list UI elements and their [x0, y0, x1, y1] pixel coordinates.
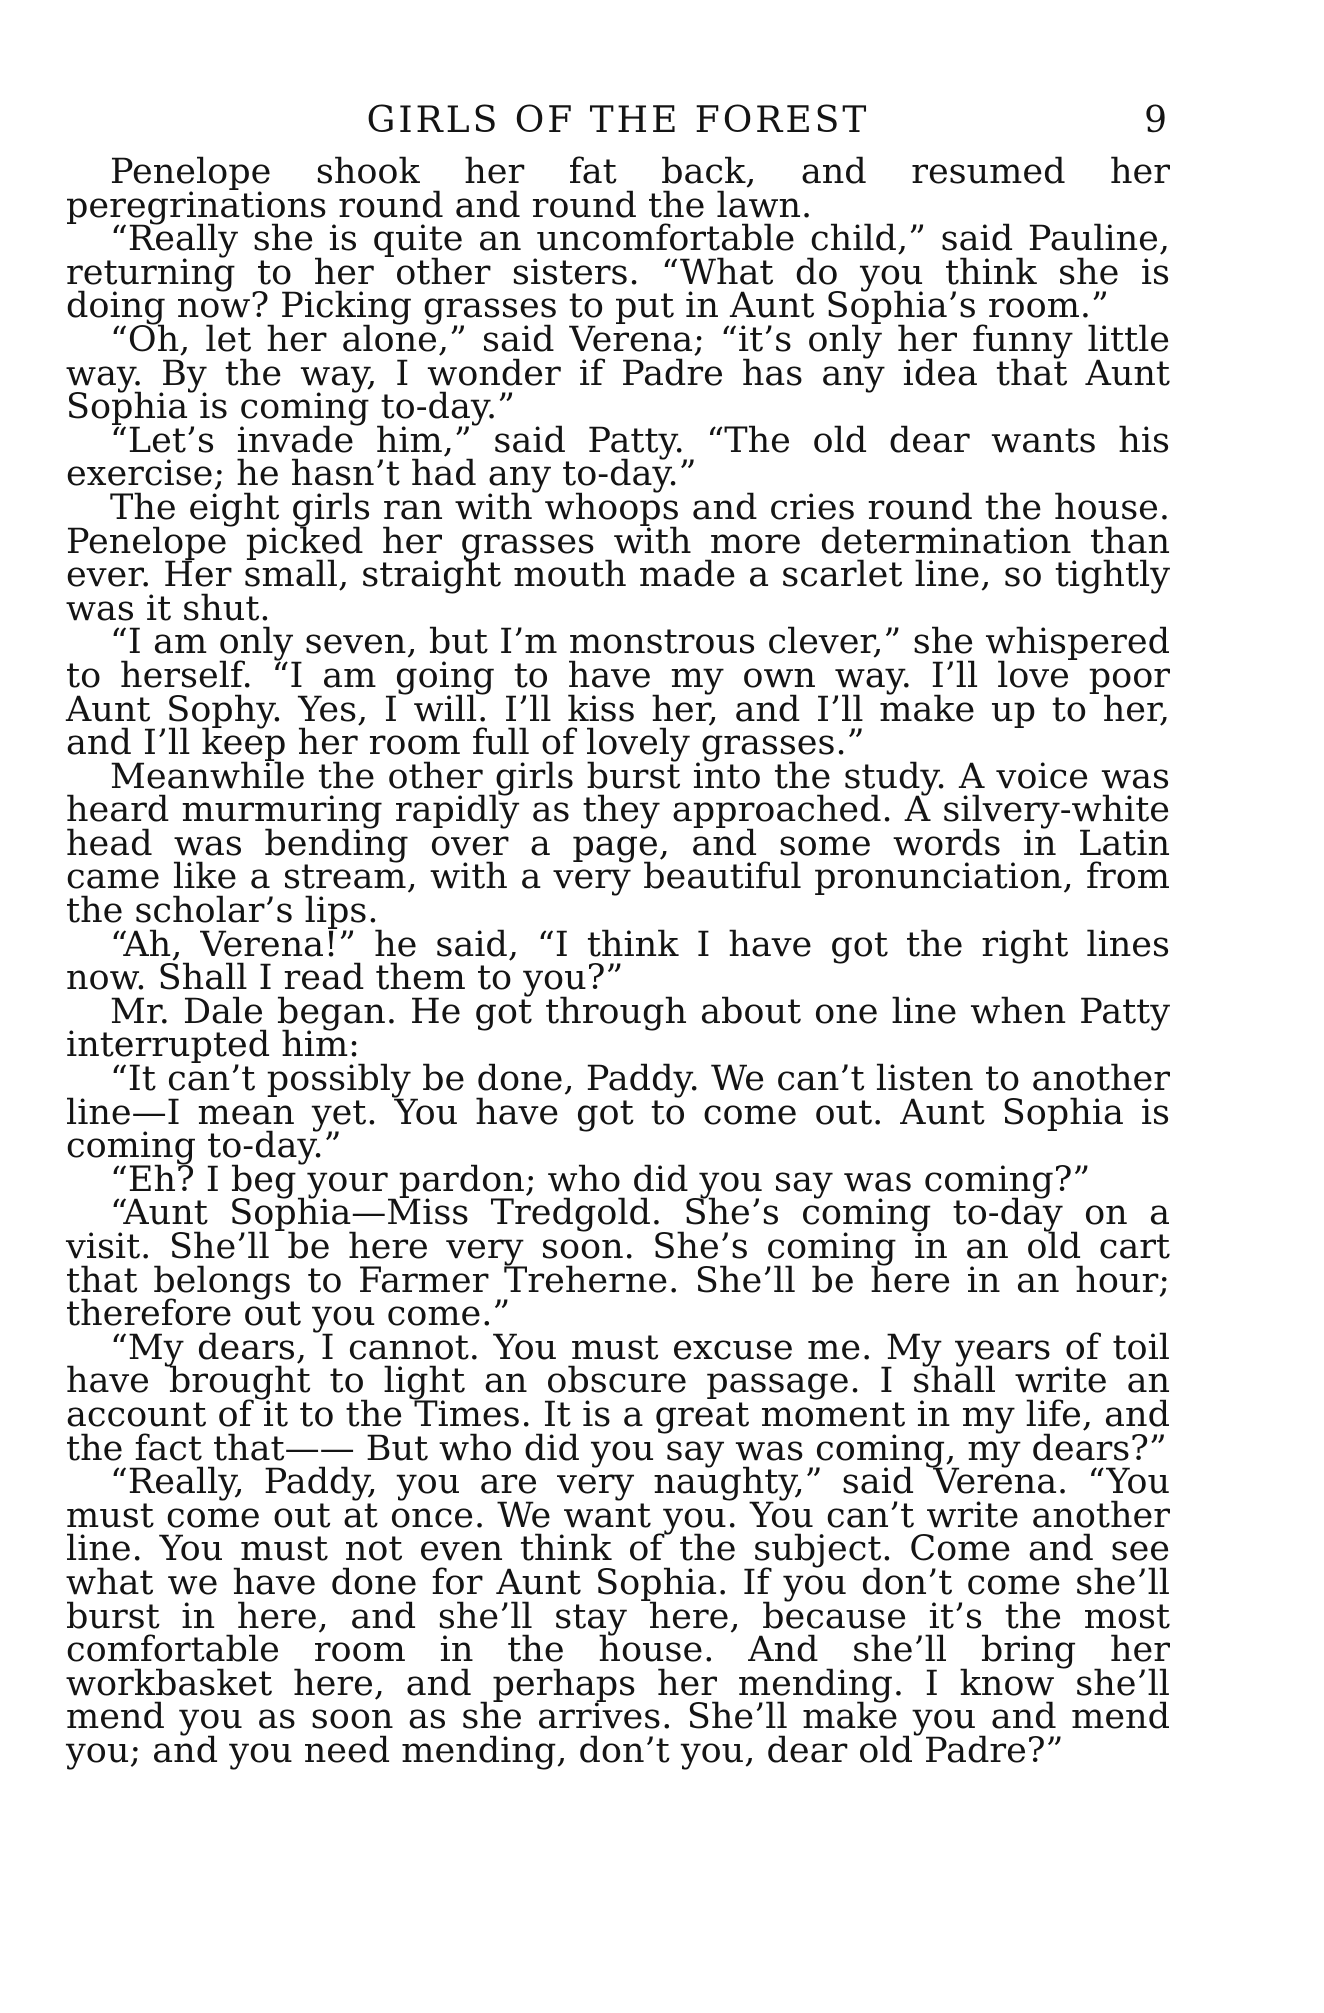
- paragraph: “It can’t possibly be done, Paddy. We can’t listen to another line—I mean yet. You have got to come out. Aunt Sophia is coming to-day.”: [66, 1059, 1170, 1167]
- paragraph: Meanwhile the other girls burst into the study. A voice was heard murmuring rapidly as they approached. A silvery-white head was bending over a page, and some words in Latin came like a stream, with a very beautiful pronunciation, from the scholar’s lips.: [66, 756, 1170, 932]
- body-text: [66, 152, 1170, 1771]
- paragraph: The eight girls ran with whoops and cries round the house. Penelope picked her grasses with more determination than ever. Her small, straight mouth made a scarlet line, so tightly was it shut.: [66, 487, 1170, 629]
- paragraph: “Aunt Sophia—Miss Tredgold. She’s coming to-day on a visit. She’ll be here very soon. She’s coming in an old cart that belongs to Farmer Treherne. She’ll be here in an hour; therefore out you come.”: [66, 1193, 1170, 1335]
- running-head: GIRLS OF THE FOREST: [366, 100, 870, 141]
- paragraph: “Really she is quite an uncomfortable child,” said Pauline, returning to her other sisters. “What do you think she is doing now? Picking grasses to put in Aunt Sophia’s room.”: [66, 219, 1170, 327]
- paragraph: Mr. Dale began. He got through about one line when Patty interrupted him:: [66, 991, 1170, 1066]
- paragraph: “Oh, let her alone,” said Verena; “it’s only her funny little way. By the way, I wonder if Padre has any idea that Aunt Sophia is coming to-day.”: [66, 319, 1170, 428]
- book-page: [66, 100, 1170, 1769]
- page-number: 9: [1144, 100, 1170, 141]
- paragraph: “Ah, Verena!” he said, “I think I have got the right lines now. Shall I read them to you?”: [66, 924, 1170, 999]
- page-header: [66, 100, 1170, 156]
- paragraph: Penelope shook her fat back, and resumed her peregrinations round and round the lawn.: [66, 152, 1170, 226]
- paragraph: “Eh? I beg your pardon; who did you say was coming?”: [110, 1159, 1091, 1200]
- paragraph: “My dears, I cannot. You must excuse me. My years of toil have brought to light an obscure passage. I shall write an account of it to the Times. It is a great moment in my life, and the fact that—— But who did you say was coming, my dears?”: [66, 1327, 1170, 1469]
- paragraph: “I am only seven, but I’m monstrous clever,” she whispered to herself. “I am going to have my own way. I’ll love poor Aunt Sophy. Yes, I will. I’ll kiss her, and I’ll make up to her, and I’ll keep her room full of lovely grasses.”: [66, 622, 1170, 764]
- paragraph: “Let’s invade him,” said Patty. “The old dear wants his exercise; he hasn’t had any to-day.”: [66, 420, 1170, 495]
- paragraph: “Really, Paddy, you are very naughty,” said Verena. “You must come out at once. We want you. You can’t write another line. You must not even think of the subject. Come and see what we have done for Aunt Sophia. If you don’t come she’ll burst in here, and she’ll stay here, because it’s the most comfortable room in the house. And she’ll bring her workbasket here, and perhaps her mending. I know she’ll mend you as soon as she arrives. She’ll make you and mend you; and you need mending, don’t you, dear old Padre?”: [66, 1462, 1170, 1771]
